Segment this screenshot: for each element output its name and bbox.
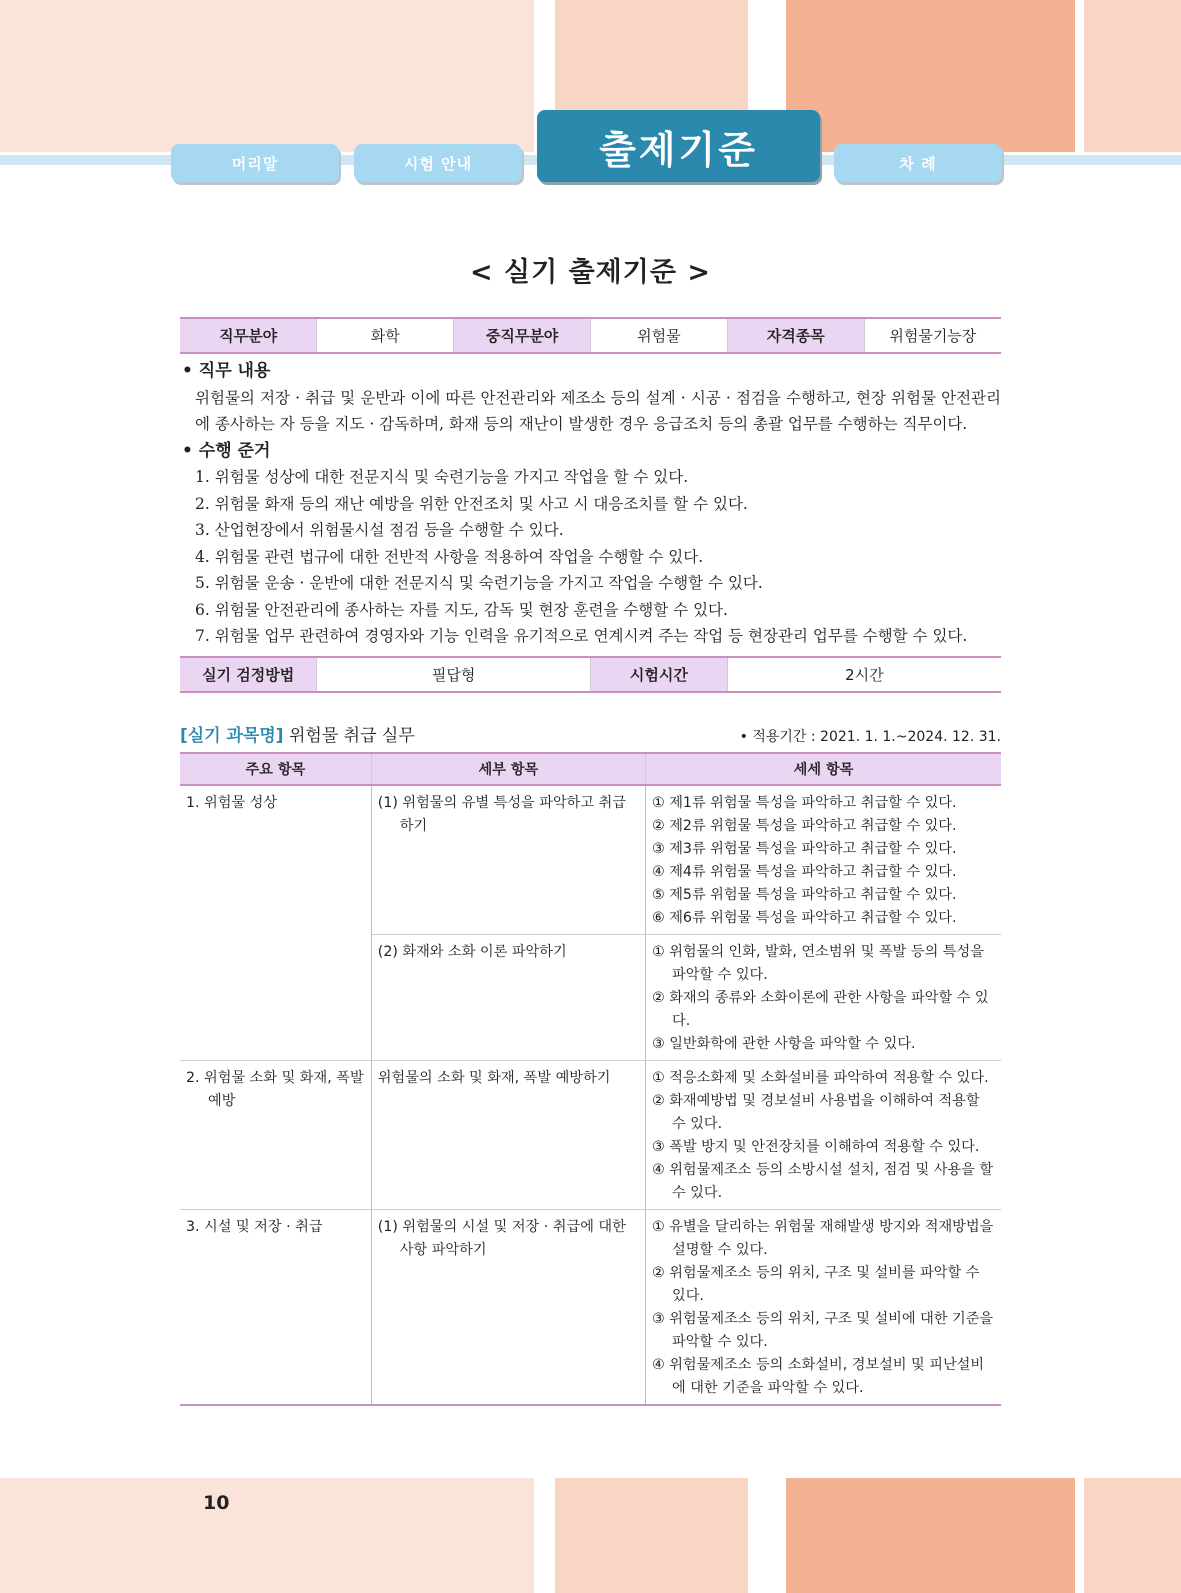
subject-title <box>180 721 415 746</box>
cert-label: 자격종목 <box>727 318 864 353</box>
field-label: 직무분야 <box>180 318 317 353</box>
list-item: ② 화재의 종류와 소화이론에 관한 사항을 파악할 수 있다. <box>651 989 989 1029</box>
list-item: ① 위험물의 인화, 발화, 연소범위 및 폭발 등의 특성을 파악할 수 있다. <box>651 943 984 983</box>
subsub-items-2 <box>645 1060 1001 1209</box>
main-item-2: 2. 위험물 소화 및 화재, 폭발 예방 <box>180 1060 371 1209</box>
cert-value: 위험물기능장 <box>864 318 1001 353</box>
info-table <box>180 317 1001 354</box>
time-label: 시험시간 <box>590 657 727 692</box>
table-row <box>180 785 1001 935</box>
list-item: ① 적응소화제 및 소화설비를 파악하여 적용할 수 있다. <box>651 1069 989 1086</box>
header-main: 주요 항목 <box>180 753 371 785</box>
list-item: ② 위험물제조소 등의 위치, 구조 및 설비를 파악할 수 있다. <box>651 1264 980 1304</box>
main-item-1: 1. 위험물 성상 <box>180 785 371 1061</box>
subsub-items-3 <box>645 1209 1001 1405</box>
subfield-label: 중직무분야 <box>454 318 591 353</box>
standards-heading: • 수행 준거 <box>182 440 271 461</box>
header-subsub: 세세 항목 <box>645 753 1001 785</box>
list-item: 5. 위험물 운송 · 운반에 대한 전문지식 및 숙련기능을 가지고 작업을 수행할 수 있다. <box>195 574 763 592</box>
subsub-items-1-1 <box>645 785 1001 935</box>
list-item: ② 화재예방법 및 경보설비 사용법을 이해하여 적용할 수 있다. <box>651 1092 980 1132</box>
subsub-items-1-2 <box>645 934 1001 1060</box>
time-value: 2시간 <box>727 657 1001 692</box>
list-item: ④ 제4류 위험물 특성을 파악하고 취급할 수 있다. <box>651 863 957 880</box>
list-item: 4. 위험물 관련 법규에 대한 전반적 사항을 적용하여 작업을 수행할 수 있다. <box>195 547 704 566</box>
table-row <box>180 1060 1001 1209</box>
subject-row <box>180 721 1001 746</box>
list-item: 1. 위험물 성상에 대한 전문지식 및 숙련기능을 가지고 작업을 할 수 있다. <box>195 468 689 486</box>
standards-list <box>180 464 1001 650</box>
method-label: 실기 검정방법 <box>180 657 317 692</box>
tab-exam-criteria[interactable]: 출제기준 <box>537 110 820 182</box>
duty-text: 위험물의 저장 · 취급 및 운반과 이에 따른 안전관리와 제조소 등의 설계 · 시공 · 점검을 수행하고, 현장 위험물 안전관리에 종사하는 자 등을 지도 · 감독하며, 화재 등의 재난이 발생한 경우 응급조치 등의 총괄 업무를 수행하는 직무이다. <box>195 388 1001 433</box>
list-item: 2. 위험물 화재 등의 재난 예방을 위한 안전조치 및 사고 시 대응조치를 할 수 있다. <box>195 494 748 513</box>
list-item: ⑤ 제5류 위험물 특성을 파악하고 취급할 수 있다. <box>651 886 957 903</box>
subject-name: 위험물 취급 실무 <box>283 725 415 746</box>
detail-table <box>180 752 1001 1406</box>
sub-item-1-2: (2) 화재와 소화 이론 파악하기 <box>371 934 645 1060</box>
list-item: ③ 일반화학에 관한 사항을 파악할 수 있다. <box>651 1035 916 1052</box>
list-item: 3. 산업현장에서 위험물시설 점검 등을 수행할 수 있다. <box>195 521 564 539</box>
tab-preface[interactable]: 머리말 <box>171 144 339 182</box>
sub-item-3: (1) 위험물의 시설 및 저장 · 취급에 대한 사항 파악하기 <box>371 1209 645 1405</box>
method-value: 필답형 <box>317 657 591 692</box>
page-number: 10 <box>203 1492 230 1514</box>
tab-contents[interactable]: 차 례 <box>834 144 1002 182</box>
list-item: ③ 폭발 방지 및 안전장치를 이해하여 적용할 수 있다. <box>651 1138 980 1155</box>
list-item: 7. 위험물 업무 관련하여 경영자와 기능 인력을 유기적으로 연계시켜 주는 작업 등 현장관리 업무를 수행할 수 있다. <box>195 627 968 645</box>
list-item: ① 유별을 달리하는 위험물 재해발생 방지와 적재방법을 설명할 수 있다. <box>651 1218 994 1258</box>
subfield-value: 위험물 <box>590 318 727 353</box>
duty-section <box>180 358 1001 650</box>
table-row <box>180 1209 1001 1405</box>
page-title: < 실기 출제기준 > <box>470 257 711 288</box>
method-table <box>180 656 1001 693</box>
sub-item-1-1: (1) 위험물의 유별 특성을 파악하고 취급하기 <box>371 785 645 935</box>
list-item: ③ 제3류 위험물 특성을 파악하고 취급할 수 있다. <box>651 840 957 857</box>
duty-heading: • 직무 내용 <box>182 361 271 381</box>
subject-label: [실기 과목명] <box>180 725 284 746</box>
apply-period: • 적용기간 : 2021. 1. 1.~2024. 12. 31. <box>739 728 1001 745</box>
field-value: 화학 <box>317 318 454 353</box>
list-item: ③ 위험물제조소 등의 위치, 구조 및 설비에 대한 기준을 파악할 수 있다. <box>651 1310 994 1350</box>
main-item-3: 3. 시설 및 저장 · 취급 <box>180 1209 371 1405</box>
header-sub: 세부 항목 <box>371 753 645 785</box>
list-item: 6. 위험물 안전관리에 종사하는 자를 지도, 감독 및 현장 훈련을 수행할 수 있다. <box>195 600 728 619</box>
sub-item-2: 위험물의 소화 및 화재, 폭발 예방하기 <box>371 1060 645 1209</box>
tab-exam-guide[interactable]: 시험 안내 <box>354 144 522 182</box>
list-item: ② 제2류 위험물 특성을 파악하고 취급할 수 있다. <box>651 817 957 834</box>
page-content <box>180 250 1001 1406</box>
list-item: ⑥ 제6류 위험물 특성을 파악하고 취급할 수 있다. <box>651 909 957 926</box>
list-item: ① 제1류 위험물 특성을 파악하고 취급할 수 있다. <box>651 794 957 811</box>
list-item: ④ 위험물제조소 등의 소방시설 설치, 점검 및 사용을 할 수 있다. <box>651 1161 994 1201</box>
list-item: ④ 위험물제조소 등의 소화설비, 경보설비 및 피난설비에 대한 기준을 파악할 수 있다. <box>651 1356 985 1396</box>
